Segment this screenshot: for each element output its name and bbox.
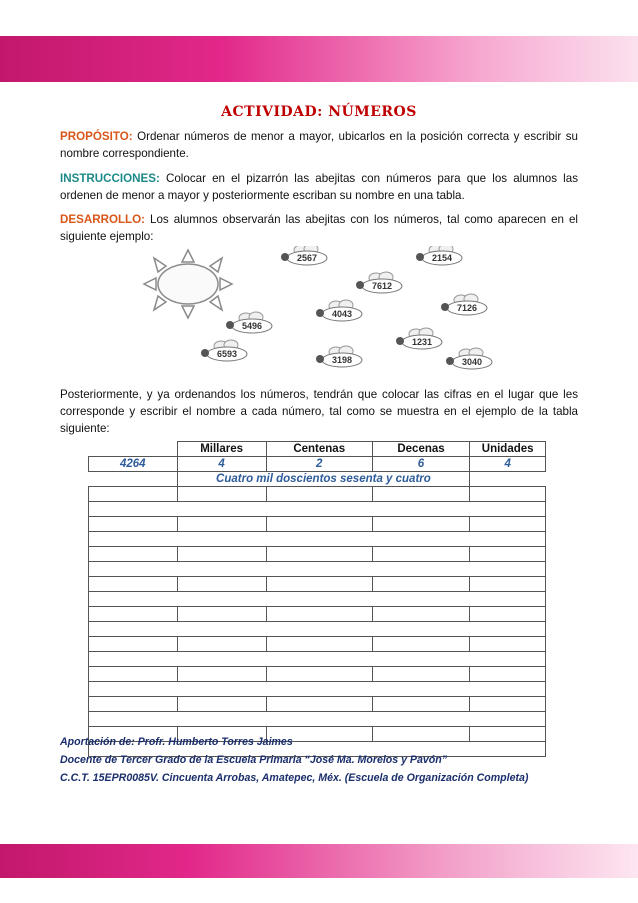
desarrollo-paragraph (60, 211, 578, 245)
bee-2154 (416, 246, 462, 265)
empty-cell (177, 697, 266, 712)
empty-cell (266, 667, 372, 682)
empty-name-cell (89, 502, 546, 517)
desarrollo-text: Los alumnos observarán las abejitas con los números, tal como aparecen en el siguiente ejemplo: (60, 213, 578, 243)
empty-cell (266, 487, 372, 502)
empty-value-row (89, 697, 546, 712)
empty-cell (89, 607, 178, 622)
empty-cell (89, 697, 178, 712)
example-name-blank (89, 472, 178, 487)
footer-line-1: Aportación de: Profr. Humberto Torres Jaimes (60, 736, 293, 748)
bee-number: 3040 (461, 357, 483, 367)
empty-name-row (89, 532, 546, 547)
example-decenas: 6 (372, 457, 470, 472)
bee-7612 (356, 272, 402, 293)
empty-cell (266, 547, 372, 562)
empty-cell (266, 517, 372, 532)
empty-cell (470, 637, 546, 652)
empty-name-row (89, 652, 546, 667)
posterior-paragraph: Posteriormente, y ya ordenandos los números, tendrán que colocar las cifras en el lugar que les corresponde y escribir el nombre a cada número, tal como se muestra en el ejemplo de la tabla siguiente: (60, 388, 578, 435)
empty-name-row (89, 562, 546, 577)
empty-cell (177, 517, 266, 532)
empty-cell (470, 667, 546, 682)
desarrollo-label: DESARROLLO: (60, 213, 146, 226)
empty-name-row (89, 712, 546, 727)
bee-5496 (226, 312, 272, 333)
bee-number: 2567 (296, 253, 318, 263)
footer-credits (60, 733, 600, 787)
page-title: ACTIVIDAD: NÚMEROS (221, 104, 417, 120)
example-centenas: 2 (266, 457, 372, 472)
empty-value-row (89, 547, 546, 562)
empty-name-cell (89, 652, 546, 667)
example-name-blank-right (470, 472, 546, 487)
empty-value-row (89, 577, 546, 592)
empty-cell (89, 547, 178, 562)
empty-cell (372, 667, 470, 682)
empty-cell (177, 667, 266, 682)
empty-cell (372, 577, 470, 592)
empty-cell (372, 607, 470, 622)
empty-name-cell (89, 532, 546, 547)
example-name-row (89, 472, 546, 487)
bee-3198 (316, 346, 362, 367)
bees-illustration (130, 246, 500, 376)
empty-name-cell (89, 562, 546, 577)
bee-number: 6593 (216, 349, 238, 359)
example-name: Cuatro mil doscientos sesenta y cuatro (177, 472, 470, 487)
empty-cell (89, 487, 178, 502)
bee-number: 4043 (331, 309, 353, 319)
bee-number: 7126 (456, 303, 478, 313)
bee-7126 (441, 294, 487, 315)
empty-cell (177, 547, 266, 562)
bee-number: 1231 (411, 337, 433, 347)
example-number: 4264 (89, 457, 178, 472)
empty-cell (266, 607, 372, 622)
empty-cell (470, 547, 546, 562)
header-decenas: Decenas (372, 442, 470, 457)
header-blank (89, 442, 178, 457)
empty-name-row (89, 682, 546, 697)
empty-value-row (89, 517, 546, 532)
empty-name-cell (89, 682, 546, 697)
empty-cell (372, 697, 470, 712)
footer-line-2: Docente de Tercer Grado de la Escuela Primaria “José Ma. Morelos y Pavón” (60, 754, 448, 766)
empty-cell (266, 697, 372, 712)
instrucciones-label: INSTRUCCIONES: (60, 172, 160, 185)
empty-cell (470, 697, 546, 712)
empty-cell (470, 517, 546, 532)
empty-cell (470, 577, 546, 592)
empty-cell (266, 577, 372, 592)
bee-4043 (316, 300, 362, 321)
bee-number: 3198 (331, 355, 353, 365)
empty-cell (372, 547, 470, 562)
bee-6593 (201, 340, 247, 361)
empty-cell (372, 487, 470, 502)
empty-cell (89, 667, 178, 682)
empty-cell (177, 577, 266, 592)
instrucciones-paragraph (60, 170, 578, 204)
empty-value-row (89, 667, 546, 682)
bottom-decorative-band (0, 844, 638, 878)
bee-number: 5496 (241, 321, 263, 331)
instrucciones-text: Colocar en el pizarrón las abejitas con números para que los alumnos las ordenen de menor a mayor y posteriormente escriban su nombre en una tabla. (60, 172, 578, 202)
bee-3040 (446, 348, 492, 369)
empty-cell (266, 637, 372, 652)
empty-cell (177, 637, 266, 652)
empty-value-row (89, 637, 546, 652)
bee-1231 (396, 328, 442, 349)
footer-line-3: C.C.T. 15EPR0085V. Cincuenta Arrobas, Amatepec, Méx. (Escuela de Organización Completa) (60, 772, 529, 784)
empty-cell (177, 487, 266, 502)
empty-cell (372, 637, 470, 652)
place-value-table (88, 441, 546, 757)
example-row (89, 457, 546, 472)
sun-drawing (144, 250, 232, 318)
example-unidades: 4 (470, 457, 546, 472)
table-header-row (89, 442, 546, 457)
empty-name-row (89, 592, 546, 607)
bee-number: 2154 (431, 253, 453, 263)
proposito-label: PROPÓSITO: (60, 130, 133, 143)
top-decorative-band (0, 36, 638, 82)
empty-cell (89, 637, 178, 652)
header-unidades: Unidades (470, 442, 546, 457)
empty-name-row (89, 622, 546, 637)
empty-cell (89, 577, 178, 592)
proposito-text: Ordenar números de menor a mayor, ubicarlos en la posición correcta y escribir su nombre correspondiente. (60, 130, 578, 160)
empty-name-row (89, 502, 546, 517)
empty-cell (470, 487, 546, 502)
header-centenas: Centenas (266, 442, 372, 457)
empty-cell (372, 517, 470, 532)
empty-cell (89, 517, 178, 532)
empty-name-cell (89, 592, 546, 607)
empty-name-cell (89, 622, 546, 637)
empty-name-cell (89, 712, 546, 727)
bee-2567 (281, 246, 327, 265)
header-millares: Millares (177, 442, 266, 457)
empty-cell (470, 607, 546, 622)
example-millares: 4 (177, 457, 266, 472)
proposito-paragraph (60, 128, 578, 162)
empty-value-row (89, 607, 546, 622)
empty-value-row (89, 487, 546, 502)
empty-cell (177, 607, 266, 622)
bee-number: 7612 (371, 281, 393, 291)
